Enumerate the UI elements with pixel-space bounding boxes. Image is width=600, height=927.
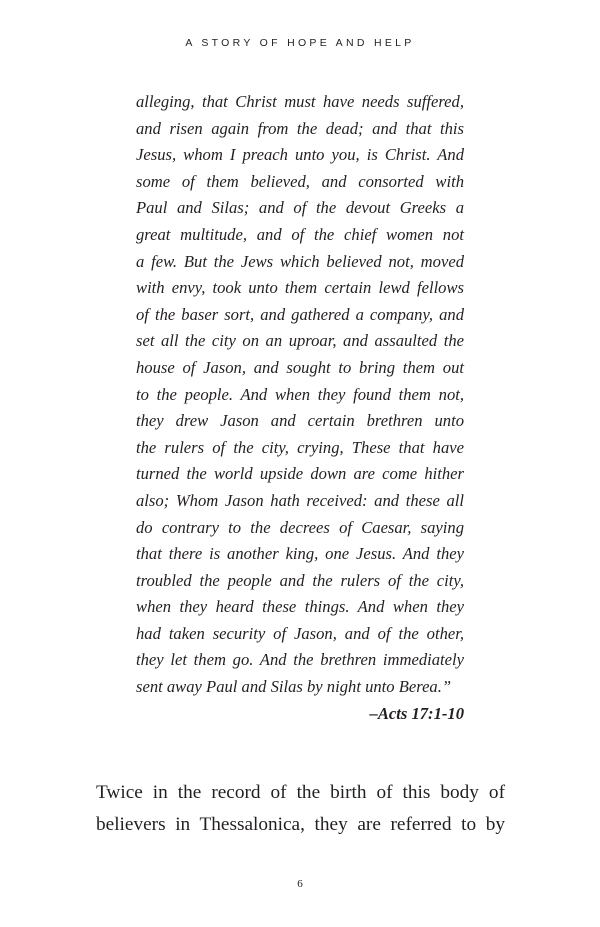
page-number: 6 xyxy=(297,878,303,890)
quote-line: they let them go. And the brethren immediately xyxy=(136,650,464,670)
quote-line: great multitude, and of the chief women not xyxy=(136,224,464,244)
quote-line: a few. But the Jews which believed not, moved xyxy=(136,251,464,271)
quote-line: that there is another king, one Jesus. And they xyxy=(136,544,464,564)
quote-line: Paul and Silas; and of the devout Greeks a xyxy=(136,198,464,218)
quote-line: also; Whom Jason hath received: and these all xyxy=(136,490,464,510)
quote-line: Jesus, whom I preach unto you, is Christ. And xyxy=(136,145,464,165)
body-line: Twice in the record of the birth of this body of xyxy=(96,782,505,803)
quote-line: to the people. And when they found them not, xyxy=(136,384,464,404)
quote-line: do contrary to the decrees of Caesar, saying xyxy=(136,517,464,537)
quote-line: some of them believed, and consorted with xyxy=(136,171,464,191)
body-line: believers in Thessalonica, they are referred to by xyxy=(96,814,505,835)
quote-line: when they heard these things. And when they xyxy=(136,597,464,617)
quote-line: set all the city on an uproar, and assaulted the xyxy=(136,331,464,351)
quote-line: troubled the people and the rulers of the city, xyxy=(136,570,464,590)
quote-line: house of Jason, and sought to bring them out xyxy=(136,357,464,377)
quote-line: the rulers of the city, crying, These that have xyxy=(136,437,464,457)
scripture-citation: –Acts 17:1-10 xyxy=(369,703,464,723)
quote-line: alleging, that Christ must have needs suffered, xyxy=(136,92,464,111)
body-paragraph xyxy=(96,777,505,841)
scripture-quote xyxy=(136,89,464,727)
quote-line: sent away Paul and Silas by night unto Berea.” xyxy=(136,677,452,697)
quote-line: had taken security of Jason, and of the other, xyxy=(136,623,464,643)
quote-line: with envy, took unto them certain lewd fellows xyxy=(136,278,464,298)
quote-line: and risen again from the dead; and that this xyxy=(136,118,464,138)
quote-line: of the baser sort, and gathered a company, and xyxy=(136,304,464,324)
running-header: A STORY OF HOPE AND HELP xyxy=(185,37,415,49)
quote-line: they drew Jason and certain brethren unto xyxy=(136,411,464,431)
quote-line: turned the world upside down are come hither xyxy=(136,464,464,484)
